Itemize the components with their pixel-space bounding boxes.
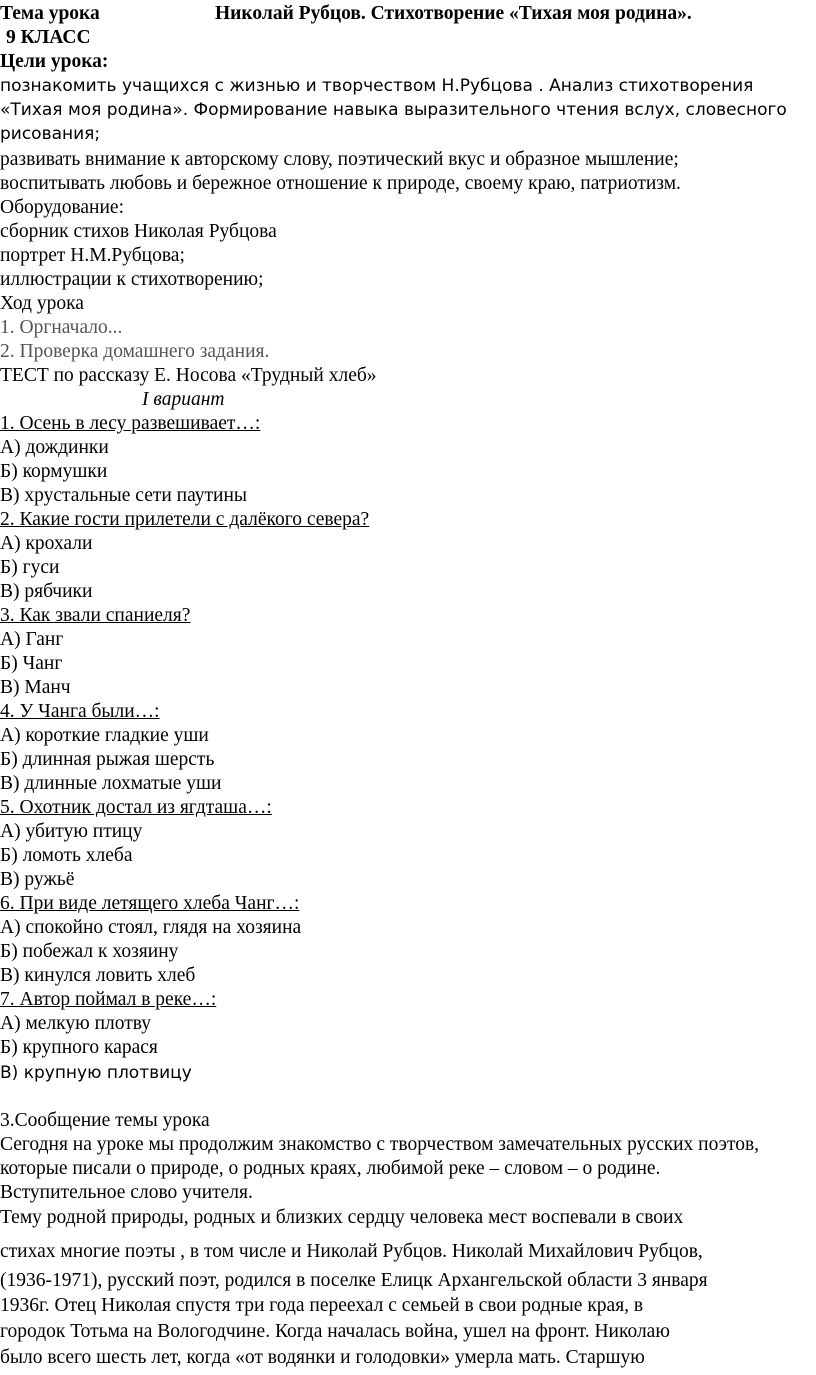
- section3-intro-line: Сегодня на уроке мы продолжим знакомство с творчеством замечательных русских поэтов,: [0, 1134, 760, 1155]
- paragraph-line: стихах многие поэты , в том числе и Николай Рубцов. Николай Михайлович Рубцов,: [0, 1241, 703, 1262]
- test-question: 5. Охотник достал из ягдташа…:: [0, 797, 272, 818]
- test-question: 2. Какие гости прилетели с далёкого севера?: [0, 509, 370, 530]
- goals-line: познакомить учащихся с жизнью и творчеством Н.Рубцова . Анализ стихотворения: [0, 76, 754, 96]
- test-answer: А) убитую птицу: [0, 821, 143, 842]
- test-answer: А) Ганг: [0, 629, 64, 650]
- equipment-item: сборник стихов Николая Рубцова: [0, 221, 277, 242]
- equipment-item: портрет Н.М.Рубцова;: [0, 245, 185, 266]
- test-question: 3. Как звали спаниеля?: [0, 605, 191, 626]
- paragraph-line: Тему родной природы, родных и близких сердцу человека мест воспевали в своих: [0, 1207, 684, 1228]
- goals-line: «Тихая моя родина». Формирование навыка выразительного чтения вслух, словесного: [0, 100, 787, 120]
- test-answer: Б) ломоть хлеба: [0, 845, 133, 866]
- equipment-item: иллюстрации к стихотворению;: [0, 269, 264, 290]
- test-answer: А) мелкую плотву: [0, 1013, 152, 1034]
- test-question: 6. При виде летящего хлеба Чанг…:: [0, 893, 300, 914]
- test-answer: В) длинные лохматые уши: [0, 773, 222, 794]
- equipment-heading: Оборудование:: [0, 197, 124, 218]
- teacher-heading: Вступительное слово учителя.: [0, 1182, 253, 1203]
- goals-line: рисования;: [0, 124, 101, 144]
- test-answer: Б) Чанг: [0, 653, 63, 674]
- test-answer: В) кинулся ловить хлеб: [0, 965, 196, 986]
- paragraph-line: (1936-1971), русский поэт, родился в поселке Елицк Архангельской области 3 января: [0, 1270, 708, 1291]
- test-variant: I вариант: [142, 389, 225, 410]
- paragraph-line: было всего шесть лет, когда «от водянки и голодовки» умерла мать. Старшую: [0, 1347, 645, 1368]
- course-step: 2. Проверка домашнего задания.: [0, 341, 270, 362]
- test-answer: Б) гуси: [0, 557, 60, 578]
- test-answer: В) хрустальные сети паутины: [0, 485, 248, 506]
- course-step: 1. Оргначало...: [0, 317, 123, 338]
- test-question: 7. Автор поймал в реке…:: [0, 989, 217, 1010]
- test-answer: А) дождинки: [0, 437, 109, 458]
- test-answer: Б) кормушки: [0, 461, 108, 482]
- paragraph-line: городок Тотьма на Вологодчине. Когда началась война, ушел на фронт. Николаю: [0, 1321, 670, 1342]
- paragraph-line: 1936г. Отец Николая спустя три года переехал с семьей в свои родные края, в: [0, 1295, 644, 1316]
- goals-heading: Цели урока:: [0, 51, 109, 72]
- test-answer: В) рябчики: [0, 581, 93, 602]
- grade-label: 9 КЛАСС: [6, 27, 91, 48]
- test-answer: А) короткие гладкие уши: [0, 725, 209, 746]
- test-answer: Б) длинная рыжая шерсть: [0, 749, 215, 770]
- test-answer: А) спокойно стоял, глядя на хозяина: [0, 917, 302, 938]
- test-answer: В) крупную плотвицу: [0, 1063, 192, 1083]
- goals-line: воспитывать любовь и бережное отношение к природе, своему краю, патриотизм.: [0, 173, 681, 194]
- test-answer: Б) крупного карася: [0, 1037, 158, 1058]
- test-answer: В) Манч: [0, 677, 71, 698]
- goals-line: развивать внимание к авторскому слову, поэтический вкус и образное мышление;: [0, 149, 679, 170]
- test-question: 1. Осень в лесу развешивает…:: [0, 413, 261, 434]
- section3-heading: 3.Сообщение темы урока: [0, 1110, 210, 1131]
- test-answer: А) крохали: [0, 533, 93, 554]
- test-answer: Б) побежал к хозяину: [0, 941, 179, 962]
- section3-intro-line: которые писали о природе, о родных краях, любимой реке – словом – о родине.: [0, 1158, 661, 1179]
- course-heading: Ход урока: [0, 293, 84, 314]
- test-question: 4. У Чанга были…:: [0, 701, 160, 722]
- test-answer: В) ружьё: [0, 869, 75, 890]
- topic-title: Николай Рубцов. Стихотворение «Тихая моя родина».: [215, 3, 692, 24]
- topic-label: Тема урока: [0, 3, 100, 24]
- test-title: ТЕСТ по рассказу Е. Носова «Трудный хлеб»: [0, 365, 377, 386]
